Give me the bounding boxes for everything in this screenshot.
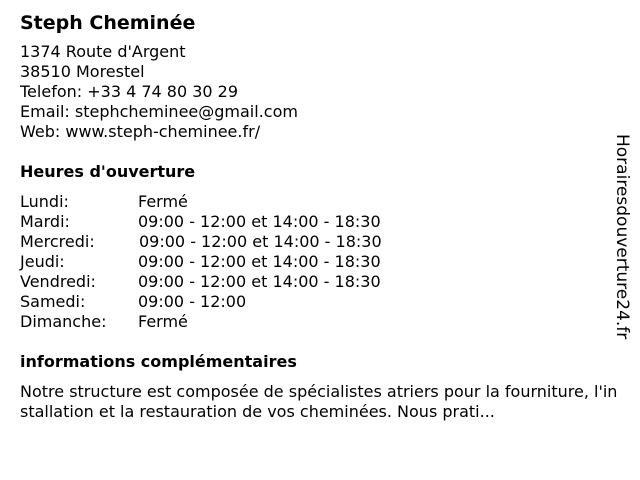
hours-row-dimanche — [20, 312, 620, 332]
hours-row-samedi — [20, 292, 620, 312]
hours-row-jeudi — [20, 252, 620, 272]
hours-day: Mardi: — [20, 212, 70, 231]
email-line: Email: stephcheminee@gmail.com — [20, 102, 298, 121]
hours-time: 09:00 - 12:00 — [138, 292, 247, 311]
hours-day: Vendredi: — [20, 272, 96, 291]
hours-day: Mercredi: — [20, 232, 95, 251]
hours-row-vendredi — [20, 272, 620, 292]
hours-row-mardi — [20, 212, 620, 232]
hours-day: Dimanche: — [20, 312, 107, 331]
hours-time: Fermé — [138, 192, 188, 211]
info-text: Notre structure est composée de spécialistes atriers pour la fourniture, l'installation et la restauration de vos cheminées. Nous prati... — [20, 382, 618, 421]
hours-time: Fermé — [138, 312, 188, 331]
hours-day: Lundi: — [20, 192, 69, 211]
phone-line: Telefon: +33 4 74 80 30 29 — [20, 82, 239, 101]
hours-row-lundi — [20, 192, 620, 212]
business-name: Steph Cheminée — [20, 12, 196, 34]
hours-time: 09:00 - 12:00 et 14:00 - 18:30 — [138, 212, 381, 231]
address-line-2: 38510 Morestel — [20, 62, 145, 81]
hours-time: 09:00 - 12:00 et 14:00 - 18:30 — [139, 232, 382, 251]
hours-row-mercredi — [20, 232, 620, 252]
web-line: Web: www.steph-cheminee.fr/ — [20, 122, 261, 141]
hours-time: 09:00 - 12:00 et 14:00 - 18:30 — [138, 252, 381, 271]
hours-heading: Heures d'ouverture — [20, 162, 196, 181]
hours-time: 09:00 - 12:00 et 14:00 - 18:30 — [138, 272, 381, 291]
address-line-1: 1374 Route d'Argent — [20, 42, 186, 61]
info-heading: informations complémentaires — [20, 352, 297, 371]
hours-day: Samedi: — [20, 292, 86, 311]
hours-day: Jeudi: — [20, 252, 65, 271]
brand-watermark: Horairesdouverture24.fr — [612, 134, 632, 340]
business-card — [20, 10, 620, 422]
hours-table — [20, 192, 620, 332]
